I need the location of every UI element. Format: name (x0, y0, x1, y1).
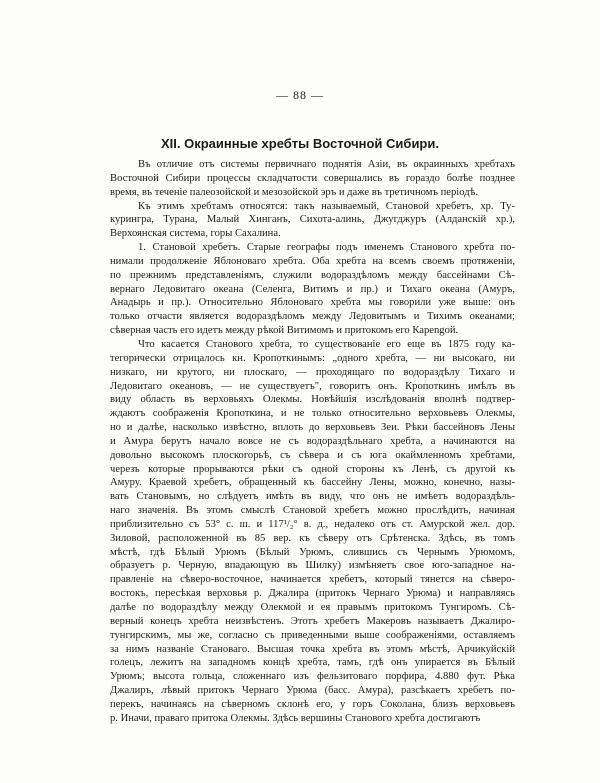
text-line: р. Иначи, праваго притока Олекмы. Здѣсь вершины Станового хребта достигаютъ (110, 712, 481, 724)
text-line: перекъ, начинаясь на сѣверномъ склонѣ его, у горъ Соколана, близъ верховьевъ (110, 698, 515, 710)
text-line: вать Становымъ, но слѣдуетъ имѣть въ виду, что онъ не имѣетъ водораздѣль- (110, 491, 515, 503)
text-line: Верхоянская система, горы Сахалина. (110, 228, 281, 240)
text-line: черезъ которые прорываются рѣки съ одной стороны къ Ленѣ, съ другой къ (110, 463, 515, 475)
text-line: образуетъ р. Черную, впадающую въ Шилку) измѣняетъ свое юго-западное на- (110, 560, 515, 572)
text-line: Что касается Станового хребта, то существованіе его еще въ 1875 году ка- (138, 338, 515, 350)
text-line: Джалиръ, лѣвый притокъ Чернаго Урюма (басс. Амура), разсѣкаетъ хребетъ по- (110, 685, 515, 697)
text-line: ждаютъ соображенія Кропоткина, и не только относительно верховьевъ Олекмы, (110, 408, 515, 420)
text-line: приблизительно съ 53° с. ш. и 117¹/₂° в. д., недалеко отъ ст. Амурской жел. дор. (110, 518, 515, 530)
text-line: верный конецъ хребта неизвѣстенъ. Этотъ хребетъ Макеровъ называетъ Джалиро- (110, 615, 515, 627)
text-line: сѣверная часть его идетъ между рѣкой Витимомъ и притокомъ его Кареngой. (110, 325, 459, 337)
text-line: нимали продолженіе Яблоноваго хребта. Оба хребта на всемъ своемъ протяженіи, (110, 255, 515, 267)
page-number: — 88 — (276, 88, 324, 102)
text-line: время, въ теченіе палеозойской и мезозойской эръ и даже въ третичномъ періодѣ. (110, 186, 478, 198)
text-line: только отчасти является водораздѣломъ между Ледовитымъ и Тихимъ океанами; (110, 311, 515, 323)
text-line: наго значенія. Въ этомъ смыслѣ Становой хребетъ можно прослѣдить, начиная (110, 505, 515, 517)
text-line: Въ отличие отъ системы первичнаго поднятія Азіи, въ окраинныхъ хребтахъ (138, 159, 515, 170)
text-line: Амуру. Краевой хребетъ, обращенный къ бассейну Лены, можно, конечно, назы- (110, 477, 515, 489)
text-line: Урюмъ; высота гольца, сложеннаго изъ фельзитоваго порфира, 4.880 фут. Рѣка (110, 671, 515, 683)
text-line: Восточной Сибири процессы складчатости совершались въ гораздо болѣе позднее (110, 172, 515, 184)
text-line: вернаго Ледовитаго океана (Селенга, Витимъ и пр.) и Тихаго океана (Амуръ, (110, 283, 515, 295)
text-line: за нимъ названіе Становаго. Высшая точка хребта въ этомъ мѣстѣ, Арчикуйскій (110, 643, 515, 655)
body-text (110, 158, 515, 726)
text-line: Ледовитаго океановъ, — не существуетъ", говоритъ онъ. Кропоткинъ имѣлъ въ (110, 380, 515, 392)
text-line: довольно высокомъ плоскогорьѣ, съ сѣвера и съ юга окаймленномъ хребтами, (110, 449, 515, 461)
text-line: но и далѣе, насколько извѣстно, вплоть до верховьевъ Зеи. Рѣки бассейновъ Лены (110, 422, 515, 434)
text-line: далѣе по водораздѣлу между Олекмой и ея правымъ притокомъ Тунгиромъ. Сѣ- (110, 602, 515, 613)
text-line: Зиловой, расположенной въ 85 вер. къ сѣверу отъ Срѣтенска. Здѣсь, въ томъ (110, 532, 515, 544)
text-line: правленіе на сѣверо-восточное, начинается хребетъ, который тянется на сѣверо- (110, 574, 515, 586)
text-line: по прежнимъ представленіямъ, служили водораздѣломъ между бассейнами Сѣ- (110, 269, 515, 281)
text-line: и Амура берутъ начало вовсе не съ водораздѣльнаго хребта, а начинаются на (110, 435, 515, 447)
text-line: тегорически отрицалось кн. Кропоткинымъ: „одного хребта, — ни высокаго, ни (110, 352, 515, 364)
text-line: Къ этимъ хребтамъ относятся: такъ называемый, Становой хребетъ, хр. Ту- (138, 200, 515, 212)
text-line: тунгирскимъ, мы же, согласно съ приведенными выше соображеніями, оставляемъ (110, 629, 515, 641)
section-title: XII. Окраинные хребты Восточной Сибири. (161, 136, 439, 151)
text-line: виду область въ верховьяхъ Олекмы. Новѣйшія изслѣдованія вполнѣ подтвер- (110, 394, 515, 406)
text-line: голецъ, лежитъ на западномъ концѣ хребта, тамъ, гдѣ онъ упирается въ Бѣлый (110, 657, 515, 669)
text-line: мѣстѣ, гдѣ Бѣлый Урюмъ (Бѣлый Урюмъ, слившись съ Чернымъ Урюмомъ, (110, 546, 515, 558)
text-line: Анадырь и пр.). Относительно Яблоноваго хребта мы говорили уже выше: онъ (110, 297, 515, 309)
text-line: 1. Становой хребетъ. Старые географы подъ именемъ Станового хребта по- (138, 242, 515, 254)
text-line: низкаго, ни крутого, ни плоскаго, — проходящаго по водораздѣлу Тихаго и (110, 366, 515, 378)
text-line: востокъ, пересѣкая верховья р. Джалира (притокъ Чернаго Урюма) и направляясь (110, 588, 515, 600)
text-line: курингра, Турана, Малый Хинганъ, Сихота-алинь, Джугджуръ (Алданскій хр.), (110, 214, 515, 226)
